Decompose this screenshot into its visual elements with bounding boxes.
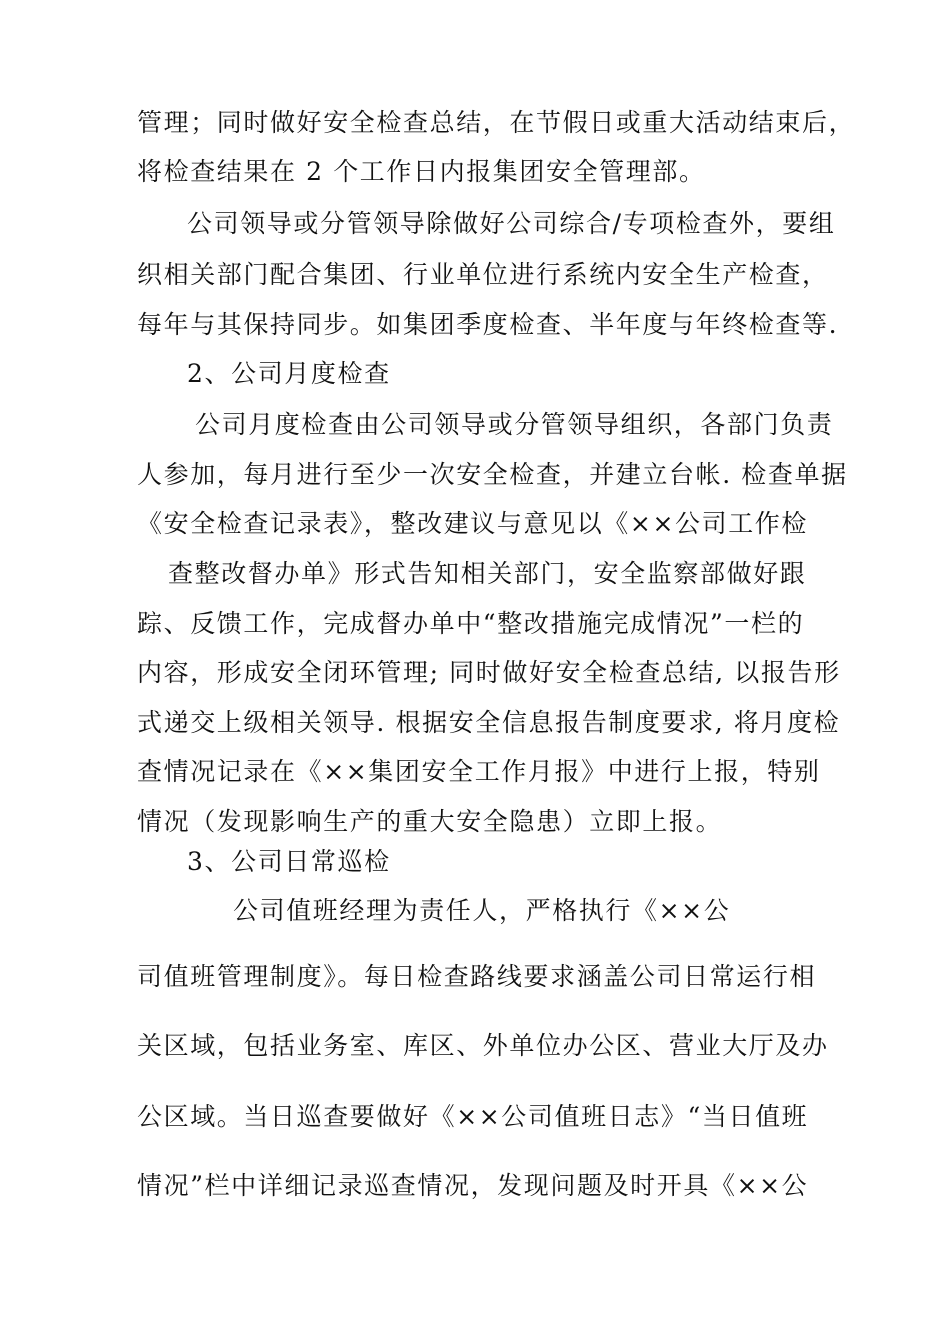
section-heading: 2、公司月度检查 xyxy=(187,359,391,388)
text-line: 公司月度检查由公司领导或分管领导组织，各部门负责 xyxy=(195,410,834,439)
text-line: 情况”栏中详细记录巡查情况，发现问题及时开具《××公 xyxy=(137,1171,809,1200)
text-line: 管理；同时做好安全检查总结，在节假日或重大活动结束后， xyxy=(137,108,856,137)
text-line: 踪、反馈工作，完成督办单中“整改措施完成情况”一栏的 xyxy=(137,609,805,638)
text-line: 关区域，包括业务室、库区、外单位办公区、营业大厅及办 xyxy=(137,1031,829,1060)
text-line: 式递交上级相关领导. 根据安全信息报告制度要求, 将月度检 xyxy=(137,708,841,737)
text-line: 公区域。当日巡查要做好《××公司值班日志》“当日值班 xyxy=(137,1102,809,1131)
text-line: 《安全检查记录表》，整改建议与意见以《××公司工作检 xyxy=(137,509,808,538)
text-line: 情况（发现影响生产的重大安全隐患）立即上报。 xyxy=(137,807,723,836)
text-line: 织相关部门配合集团、行业单位进行系统内安全生产检查， xyxy=(137,260,829,289)
text-line: 每年与其保持同步。如集团季度检查、半年度与年终检查等. xyxy=(137,310,839,339)
text-line: 查情况记录在《××集团安全工作月报》中进行上报，特别 xyxy=(137,757,821,786)
section-heading: 3、公司日常巡检 xyxy=(187,847,391,876)
text-line: 人参加，每月进行至少一次安全检查，并建立台帐. 检查单据 xyxy=(137,460,848,489)
text-line: 查整改督办单》形式告知相关部门，安全监察部做好跟 xyxy=(168,559,807,588)
text-line: 公司值班经理为责任人，严格执行《××公 xyxy=(233,896,731,925)
text-line: 内容，形成安全闭环管理; 同时做好安全检查总结, 以报告形 xyxy=(137,658,841,687)
text-line: 公司领导或分管领导除做好公司综合/专项检查外，要组 xyxy=(187,209,836,238)
text-line: 将检查结果在 2 个工作日内报集团安全管理部。 xyxy=(137,157,706,186)
text-line: 司值班管理制度》。每日检查路线要求涵盖公司日常运行相 xyxy=(137,962,817,991)
